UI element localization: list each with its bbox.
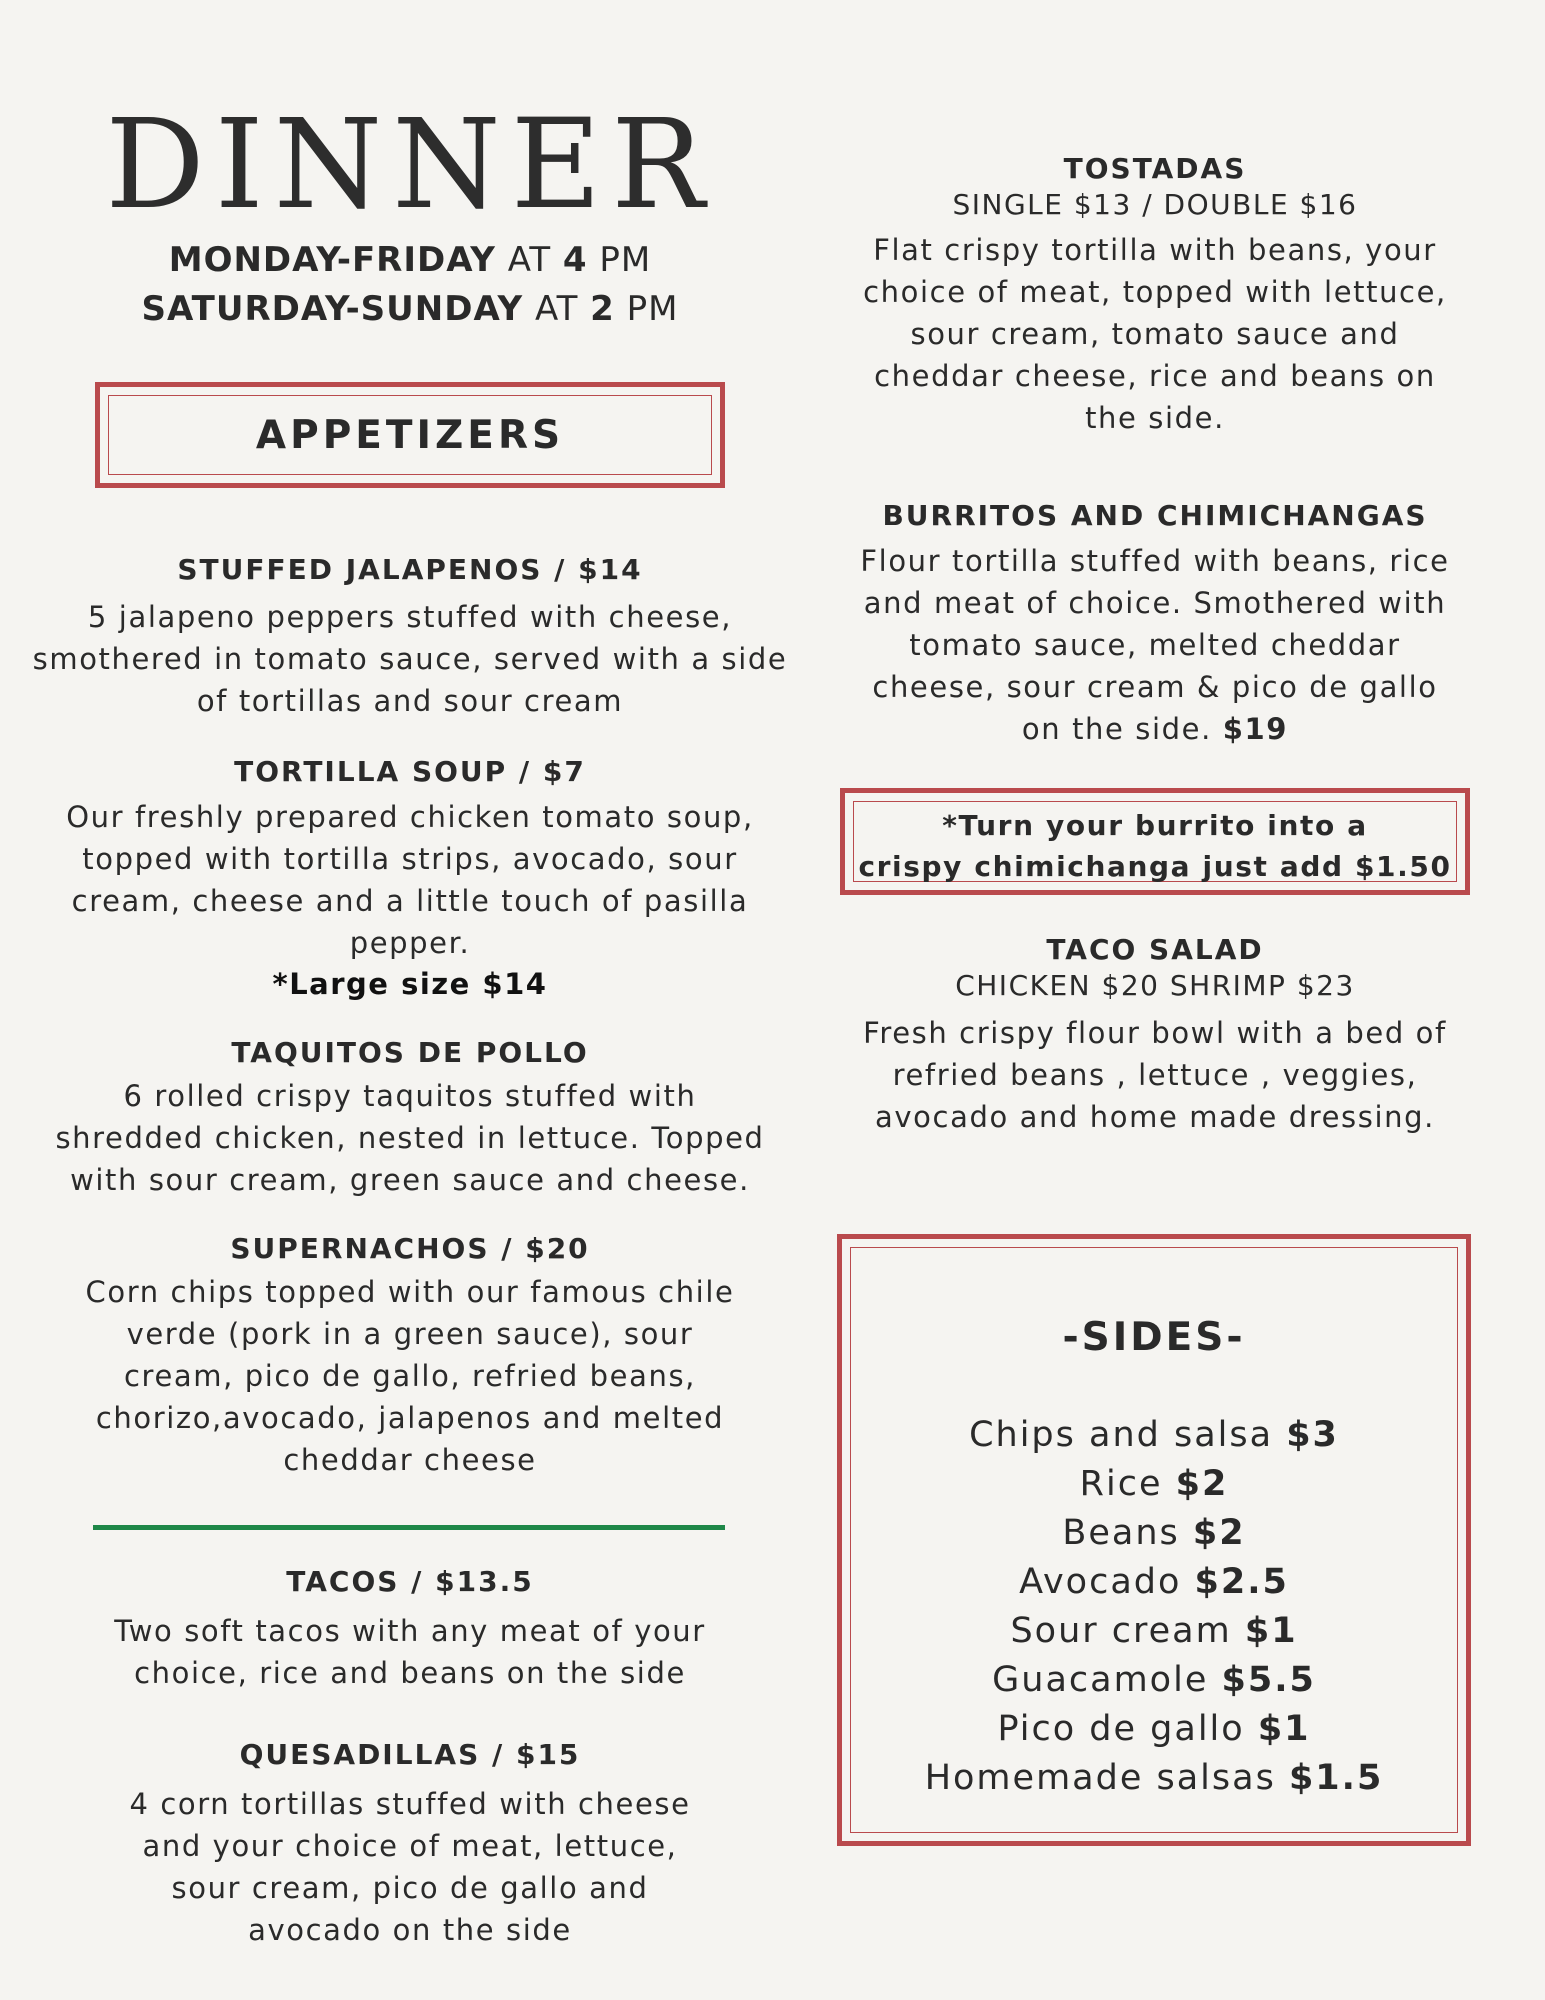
side-item — [842, 1509, 1466, 1558]
item-price-options: SINGLE $13 / DOUBLE $16 — [952, 188, 1358, 221]
side-price: $1.5 — [1288, 1758, 1384, 1798]
appetizers-header-box — [95, 382, 725, 488]
item-description: 4 corn tortillas stuffed with cheese and your choice of meat, lettuce, sour cream, pico de gallo and avocado on the side — [129, 1787, 691, 1947]
section-divider — [93, 1525, 725, 1530]
side-item — [842, 1558, 1466, 1607]
item-price-options: CHICKEN $20 SHRIMP $23 — [955, 969, 1355, 1002]
item-description: Corn chips topped with our famous chile verde (pork in a green sauce), sour cream, pico de gallo, refried beans, chorizo,avocado, jalapenos and melted cheddar cheese — [85, 1275, 735, 1477]
item-name: TOSTADAS — [1063, 152, 1247, 185]
item-name: BURRITOS AND CHIMICHANGAS — [882, 499, 1428, 532]
sides-list — [842, 1411, 1466, 1803]
menu-item-stuffed-jalapenos — [30, 550, 790, 722]
hours-days: SATURDAY-SUNDAY — [141, 289, 524, 329]
item-name: STUFFED JALAPENOS / $14 — [177, 553, 643, 586]
item-description-text: Flour tortilla stuffed with beans, rice and meat of choice. Smothered with tomato sauce, melted cheddar cheese, sour cream & pico de gallo on the side. — [860, 544, 1450, 746]
menu-item-burritos — [850, 496, 1460, 750]
side-item — [842, 1656, 1466, 1705]
menu-item-tortilla-soup — [65, 752, 755, 1004]
side-item — [842, 1411, 1466, 1460]
sides-heading: -SIDES- — [1062, 1315, 1246, 1360]
item-name: TORTILLA SOUP / $7 — [234, 755, 586, 788]
side-price: $2 — [1175, 1464, 1229, 1504]
hours-weekdays — [60, 236, 760, 284]
side-item — [842, 1754, 1466, 1803]
item-description: Fresh crispy flour bowl with a bed of refried beans , lettuce , veggies, avocado and home made dressing. — [863, 1016, 1447, 1134]
note-line: crispy chimichanga just add $1.50 — [858, 850, 1452, 883]
hours-time: 2 — [590, 289, 615, 329]
hours-time: 4 — [562, 240, 588, 280]
side-price: $2 — [1192, 1513, 1246, 1553]
hours-ampm: PM — [587, 240, 652, 280]
menu-title: DINNER — [105, 93, 715, 237]
side-price: $1 — [1244, 1611, 1298, 1651]
hours-weekend — [60, 285, 760, 333]
item-name: TACO SALAD — [1046, 933, 1264, 966]
item-name: QUESADILLAS / $15 — [239, 1738, 581, 1771]
item-name: TACOS / $13.5 — [286, 1565, 534, 1598]
menu-item-taco-salad — [850, 932, 1460, 1138]
side-name: Chips and salsa — [969, 1415, 1287, 1455]
side-item — [842, 1460, 1466, 1509]
item-description: Flat crispy tortilla with beans, your choice of meat, topped with lettuce, sour cream, tomato sauce and cheddar cheese, rice and beans on the side. — [863, 233, 1447, 435]
hours-ampm: PM — [614, 289, 679, 329]
menu-item-supernachos — [70, 1229, 750, 1481]
side-price: $1 — [1257, 1709, 1311, 1749]
side-price: $2.5 — [1194, 1562, 1289, 1602]
item-name: SUPERNACHOS / $20 — [230, 1232, 590, 1265]
chimichanga-note-box — [840, 788, 1470, 895]
chimichanga-note — [845, 805, 1465, 887]
item-description: Two soft tacos with any meat of your choice, rice and beans on the side — [114, 1614, 706, 1690]
item-price: $19 — [1222, 712, 1289, 746]
side-price: $5.5 — [1221, 1660, 1316, 1700]
side-name: Pico de gallo — [997, 1709, 1258, 1749]
item-description: Our freshly prepared chicken tomato soup, topped with tortilla strips, avocado, sour cream, cheese and a little touch of pasilla pepper. — [66, 800, 754, 960]
hours-at: AT — [523, 289, 591, 329]
menu-item-tostadas — [860, 151, 1450, 439]
side-item — [842, 1705, 1466, 1754]
hours-days: MONDAY-FRIDAY — [168, 240, 496, 280]
side-name: Guacamole — [992, 1660, 1222, 1700]
item-description: 6 rolled crispy taquitos stuffed with shredded chicken, nested in lettuce. Topped with sour cream, green sauce and cheese. — [55, 1079, 765, 1197]
side-name: Beans — [1062, 1513, 1193, 1553]
appetizers-heading: APPETIZERS — [255, 412, 565, 458]
item-name: TAQUITOS DE POLLO — [231, 1036, 589, 1069]
menu-item-taquitos — [50, 1033, 770, 1201]
hours-at: AT — [495, 240, 563, 280]
item-description: 5 jalapeno peppers stuffed with cheese, smothered in tomato sauce, served with a side of tortillas and sour cream — [32, 600, 788, 718]
side-item — [842, 1607, 1466, 1656]
item-description — [850, 540, 1460, 750]
menu-item-tacos — [95, 1562, 725, 1694]
note-line: *Turn your burrito into a — [942, 809, 1368, 842]
side-name: Rice — [1079, 1464, 1176, 1504]
menu-item-quesadillas — [120, 1735, 700, 1951]
side-name: Homemade salsas — [924, 1758, 1289, 1798]
sides-box — [837, 1234, 1471, 1846]
side-price: $3 — [1286, 1415, 1339, 1455]
side-name: Avocado — [1019, 1562, 1195, 1602]
side-name: Sour cream — [1010, 1611, 1245, 1651]
item-note: *Large size $14 — [272, 967, 548, 1001]
